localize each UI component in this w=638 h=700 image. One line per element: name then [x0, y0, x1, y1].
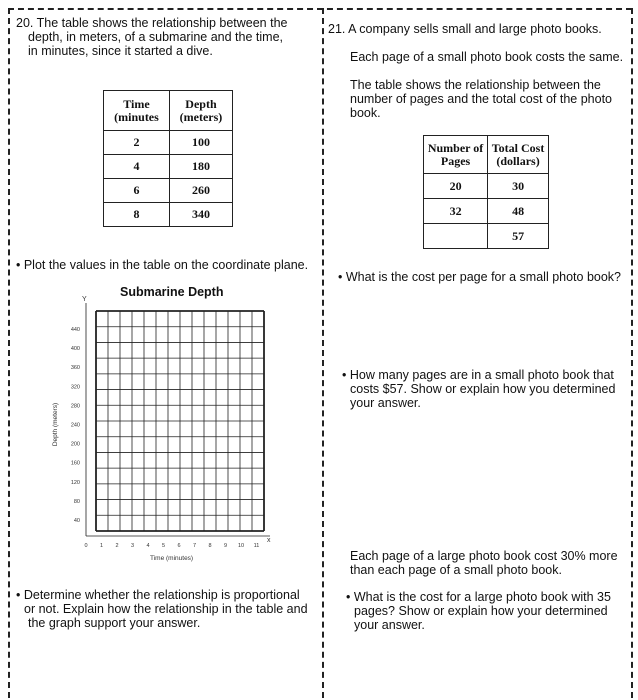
- x-tick-label: 10: [237, 543, 245, 549]
- x-tick-label: 1: [99, 543, 104, 549]
- y-tick-label: 80: [73, 498, 80, 505]
- y-tick-label: 240: [70, 422, 80, 429]
- table-cell: 2: [104, 131, 170, 155]
- y-tick-label: 120: [70, 479, 80, 486]
- x-tick-label: 9: [223, 543, 228, 549]
- x-tick-label: 8: [208, 543, 212, 549]
- q21-how-many-line3: your answer.: [350, 396, 421, 410]
- q21-large-q-line3: your answer.: [354, 618, 425, 632]
- q20-col-depth-header: Depth (meters): [169, 91, 232, 131]
- q21-how-many-line2: costs $57. Show or explain how you determined: [350, 382, 616, 396]
- q20-heading-line1: 20. The table shows the relationship between the: [16, 16, 288, 30]
- table-cell: 100: [169, 131, 232, 155]
- table-cell: 30: [488, 174, 549, 199]
- table-cell: 32: [424, 199, 488, 224]
- y-tick-label: 320: [70, 384, 80, 391]
- q20-determine-line3: the graph support your answer.: [28, 616, 201, 630]
- q20-heading-line2: depth, in meters, of a submarine and the time,: [28, 30, 283, 44]
- y-tick-label: 200: [70, 441, 80, 448]
- q21-cost-per-page: • What is the cost per page for a small photo book?: [338, 270, 622, 284]
- x-tick-label: 2: [115, 543, 119, 549]
- table-cell: 48: [488, 199, 549, 224]
- y-tick-label: 440: [70, 327, 80, 333]
- q21-how-many-line1: • How many pages are in a small photo book that: [342, 368, 614, 382]
- table-cell: 8: [104, 203, 170, 227]
- x-tick-label: 11: [253, 543, 260, 549]
- table-cell: 340: [169, 203, 232, 227]
- table-cell: 4: [104, 155, 170, 179]
- y-tick-label: 400: [70, 346, 80, 353]
- q21-col-cost-header: Total Cost (dollars): [488, 136, 549, 174]
- x-tick-label: 7: [192, 543, 197, 549]
- q20-determine-line1: • Determine whether the relationship is proportional: [16, 588, 300, 602]
- graph-grid: [86, 303, 270, 536]
- q20-plot-prompt: • Plot the values in the table on the coordinate plane.: [16, 258, 309, 272]
- q21-large-line1: Each page of a large photo book cost 30% more: [350, 549, 618, 563]
- table-cell: 57: [488, 224, 549, 249]
- y-axis-letter: Y: [82, 296, 87, 303]
- table-cell: 180: [169, 155, 232, 179]
- q20-determine-line2: or not. Explain how the relationship in the table and: [24, 602, 308, 616]
- y-tick-label: 280: [70, 403, 80, 410]
- q21-large-q-line1: • What is the cost for a large photo book with 35: [346, 590, 611, 604]
- q21-col-pages-header: Number of Pages: [424, 136, 488, 174]
- x-tick-label: 5: [161, 543, 166, 549]
- q21-table-intro-line3: book.: [350, 106, 381, 120]
- x-tick-label: 0: [84, 543, 88, 549]
- q21-large-line2: than each page of a small photo book.: [350, 563, 562, 577]
- x-axis-label: Time (minutes): [150, 555, 194, 562]
- table-cell: 6: [104, 179, 170, 203]
- graph-title: Submarine Depth: [120, 285, 224, 299]
- q21-table-intro-line2: number of pages and the total cost of the photo: [350, 92, 612, 106]
- q21-heading: 21. A company sells small and large photo books.: [328, 22, 602, 36]
- table-cell: 20: [424, 174, 488, 199]
- y-tick-label: 160: [70, 460, 80, 467]
- x-tick-label: 3: [130, 543, 135, 549]
- y-axis-label: Depth (meters): [52, 402, 60, 447]
- x-axis-letter: x: [267, 537, 271, 544]
- table-cell: 260: [169, 179, 232, 203]
- x-tick-label: 4: [146, 543, 150, 549]
- q20-heading-line3: in minutes, since it started a dive.: [28, 44, 213, 58]
- q21-large-q-line2: pages? Show or explain how your determined: [354, 604, 608, 618]
- q21-table-intro-line1: The table shows the relationship between the: [350, 78, 601, 92]
- table-cell-blank[interactable]: [424, 224, 488, 249]
- q21-same-cost: Each page of a small photo book costs the same.: [350, 50, 624, 64]
- y-tick-labels: [71, 327, 80, 524]
- q21-table: [423, 135, 549, 249]
- y-tick-label: 40: [73, 518, 80, 524]
- x-tick-label: 6: [177, 543, 181, 549]
- q20-col-time-header: Time (minutes: [104, 91, 170, 131]
- y-tick-label: 360: [70, 365, 80, 372]
- x-tick-labels: [84, 543, 259, 549]
